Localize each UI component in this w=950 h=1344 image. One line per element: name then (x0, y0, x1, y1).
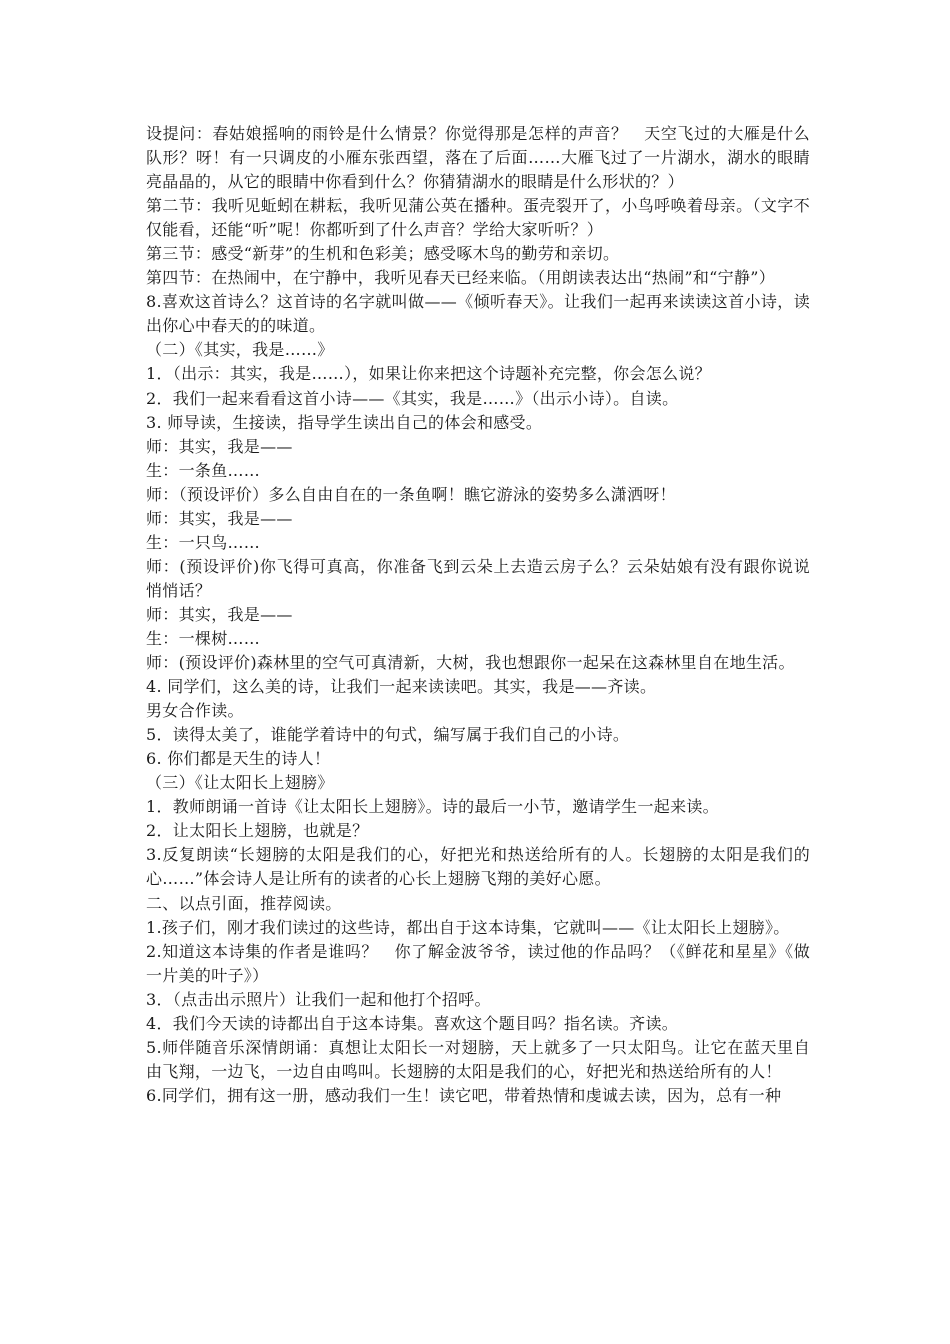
dialogue-line: 师：（预设评价）多么自由自在的一条鱼啊！瞧它游泳的姿势多么潇洒呀！ (146, 484, 676, 504)
paragraph: 5．读得太美了，谁能学着诗中的句式，编写属于我们自己的小诗。 (146, 725, 630, 745)
dialogue-line: 生：一只鸟…… (146, 532, 261, 552)
dialogue-line: 师：其实，我是—— (146, 436, 293, 456)
paragraph: 第四节：在热闹中，在宁静中，我听见春天已经来临。（用朗读表达出“热闹”和“宁静”） (146, 268, 776, 288)
dialogue-line: 师：其实，我是—— (146, 604, 293, 624)
paragraph: 4. 同学们，这么美的诗，让我们一起来读读吧。其实，我是——齐读。 (146, 677, 657, 697)
paragraph: 8.喜欢这首诗么？这首诗的名字就叫做——《倾听春天》。让我们一起再来读读这首小诗，读出你心中春天的的味道。 (146, 292, 810, 336)
section-heading: 二、以点引面，推荐阅读。 (146, 893, 342, 913)
dialogue-line: 生：一条鱼…… (146, 460, 261, 480)
paragraph: 5.师伴随音乐深情朗诵：真想让太阳长一对翅膀，天上就多了一只太阳鸟。让它在蓝天里自由飞翔，一边飞，一边自由鸣叫。长翅膀的太阳是我们的心，好把光和热送给所有的人！ (146, 1037, 810, 1081)
paragraph: 男女合作读。 (146, 701, 244, 721)
paragraph: 第二节：我听见蚯蚓在耕耘，我听见蒲公英在播种。蛋壳裂开了，小鸟呼唤着母亲。（文字不仅能看，还能“听”呢！你都听到了什么声音？学给大家听听？） (146, 196, 810, 240)
paragraph: 3．（点击出示照片）让我们一起和他打个招呼。 (146, 989, 491, 1009)
paragraph: 3.反复朗读“长翅膀的太阳是我们的心，好把光和热送给所有的人。长翅膀的太阳是我们的心……”体会诗人是让所有的读者的心长上翅膀飞翔的美好心愿。 (146, 845, 810, 889)
paragraph: 2．让太阳长上翅膀，也就是？ (146, 821, 369, 841)
dialogue-line: 生：一棵树…… (146, 628, 261, 648)
paragraph: 设提问：春姑娘摇响的雨铃是什么情景？你觉得那是怎样的声音？ 天空飞过的大雁是什么队形？呀！有一只调皮的小雁东张西望，落在了后面……大雁飞过了一片湖水，湖水的眼睛亮晶晶的，从它的眼睛中你看到什么？你猜猜湖水的眼睛是什么形状的？） (146, 124, 810, 192)
dialogue-line: 师：其实，我是—— (146, 508, 293, 528)
paragraph: 2．我们一起来看看这首小诗——《其实，我是……》（出示小诗）。自读。 (146, 388, 679, 408)
paragraph: 1．（出示：其实，我是……），如果让你来把这个诗题补充完整，你会怎么说？ (146, 364, 711, 384)
paragraph: 4．我们今天读的诗都出自于这本诗集。喜欢这个题目吗？指名读。齐读。 (146, 1013, 679, 1033)
paragraph: 第三节：感受“新芽”的生机和色彩美；感受啄木鸟的勤劳和亲切。 (146, 244, 620, 264)
dialogue-line: 师：(预设评价)你飞得可真高，你准备飞到云朵上去造云房子么？云朵姑娘有没有跟你说说悄悄话？ (146, 556, 810, 600)
paragraph: 2.知道这本诗集的作者是谁吗？ 你了解金波爷爷，读过他的作品吗？（《鲜花和星星》《做一片美的叶子》） (146, 941, 810, 985)
lesson-plan-text (146, 122, 810, 1108)
paragraph: 6.同学们，拥有这一册，感动我们一生！读它吧，带着热情和虔诚去读，因为，总有一种 (146, 1085, 782, 1105)
section-heading: （二）《其实，我是……》 (146, 340, 334, 360)
paragraph: 6. 你们都是天生的诗人！ (146, 749, 331, 769)
dialogue-line: 师：(预设评价)森林里的空气可真清新，大树，我也想跟你一起呆在这森林里自在地生活。 (146, 653, 795, 673)
paragraph: 3. 师导读，生接读，指导学生读出自己的体会和感受。 (146, 412, 543, 432)
paragraph: 1．教师朗诵一首诗《让太阳长上翅膀》。诗的最后一小节，邀请学生一起来读。 (146, 797, 719, 817)
section-heading: （三）《让太阳长上翅膀》 (146, 773, 334, 793)
paragraph: 1.孩子们，刚才我们读过的这些诗，都出自于这本诗集，它就叫——《让太阳长上翅膀》。 (146, 917, 790, 937)
